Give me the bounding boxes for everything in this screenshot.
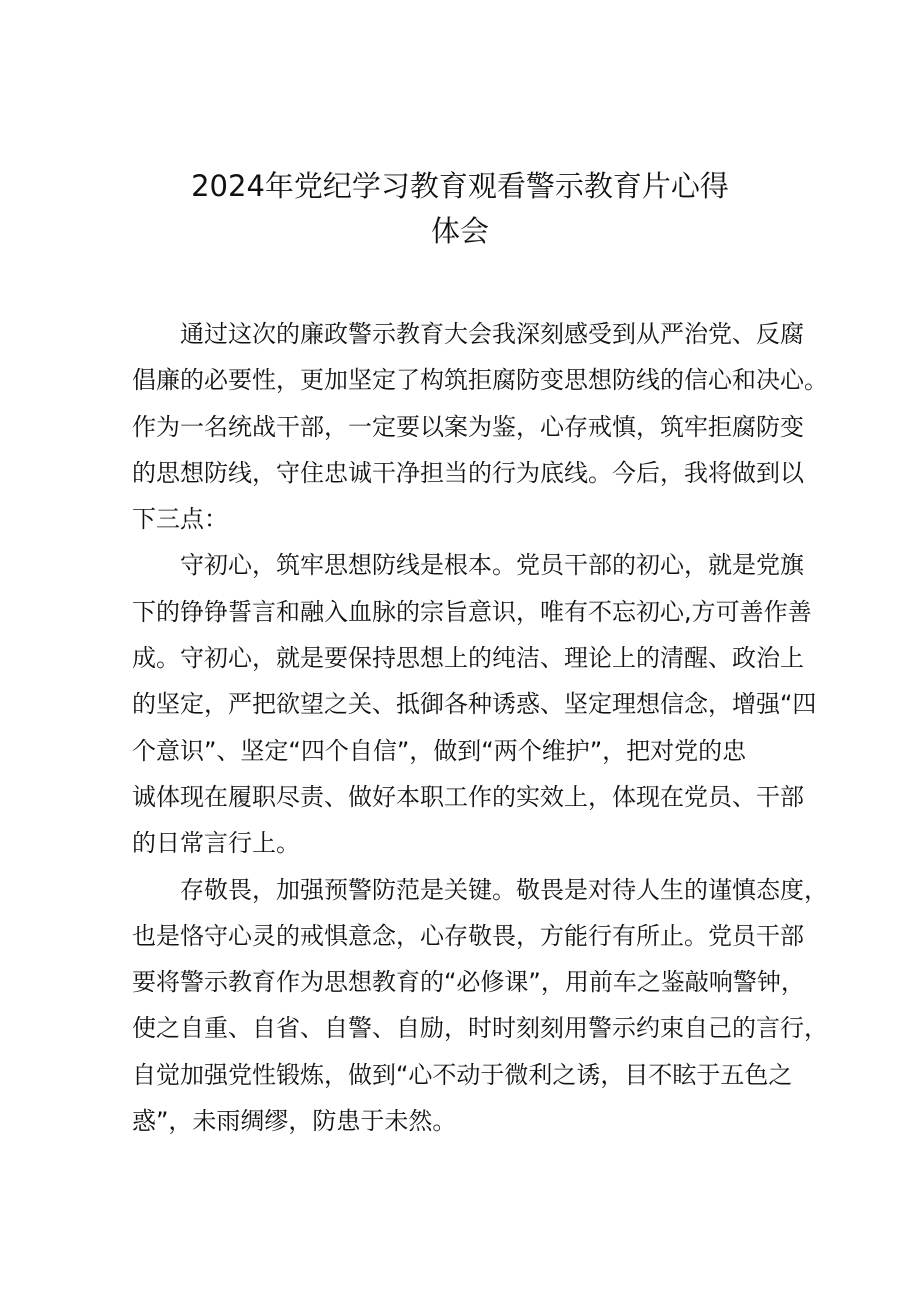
paragraph-2-line-3: 成。守初心，就是要保持思想上的纯洁、理论上的清醒、政治上 bbox=[132, 644, 804, 673]
title-line-2: 体会 bbox=[430, 214, 489, 248]
paragraph-3-line-3: 要将警示教育作为思想教育的“必修课”，用前车之鉴敲响警钟， bbox=[132, 968, 805, 997]
paragraph-1-line-2: 倡廉的必要性，更加坚定了构筑拒腐防变思想防线的信心和决心。 bbox=[132, 366, 828, 395]
paragraph-3-line-2: 也是恪守心灵的戒惧意念，心存敬畏，方能行有所止。党员干部 bbox=[132, 921, 804, 950]
paragraph-2-line-1: 守初心，筑牢思想防线是根本。党员干部的初心，就是党旗 bbox=[180, 551, 804, 580]
paragraph-2-line-5: 个意识”、坚定“四个自信”，做到“两个维护”，把对党的忠 bbox=[132, 736, 747, 765]
paragraph-1-line-1: 通过这次的廉政警示教育大会我深刻感受到从严治党、反腐 bbox=[180, 320, 804, 348]
paragraph-3-line-4: 使之自重、自省、自警、自励，时时刻刻用警示约束自己的言行， bbox=[132, 1014, 828, 1043]
document-body bbox=[132, 311, 828, 1144]
paragraph-3-line-6: 惑”，未雨绸缪，防患于未然。 bbox=[132, 1107, 457, 1136]
paragraph-2-line-6: 诚体现在履职尽责、做好本职工作的实效上，体现在党员、干部 bbox=[132, 782, 804, 811]
paragraph-2-line-7: 的日常言行上。 bbox=[132, 829, 300, 858]
paragraph-1-line-4: 的思想防线，守住忠诚干净担当的行为底线。今后，我将做到以 bbox=[132, 458, 804, 487]
paragraph-3-line-1: 存敬畏，加强预警防范是关键。敬畏是对待人生的谨慎态度， bbox=[180, 875, 828, 904]
paragraph-2-line-2: 下的铮铮誓言和融入血脉的宗旨意识，唯有不忘初心,方可善作善 bbox=[132, 597, 812, 626]
paragraph-1-line-5: 下三点： bbox=[132, 505, 228, 534]
paragraph-1-line-3: 作为一名统战干部，一定要以案为鉴，心存戒慎，筑牢拒腐防变 bbox=[132, 412, 804, 441]
paragraph-3-line-5: 自觉加强党性锻炼，做到“心不动于微利之诱，目不眩于五色之 bbox=[132, 1060, 793, 1089]
paragraph-2-line-4: 的坚定，严把欲望之关、抵御各种诱惑、坚定理想信念，增强“四 bbox=[132, 690, 817, 719]
title-line-1: 2024年党纪学习教育观看警示教育片心得 bbox=[191, 169, 729, 203]
document-title bbox=[130, 164, 790, 254]
